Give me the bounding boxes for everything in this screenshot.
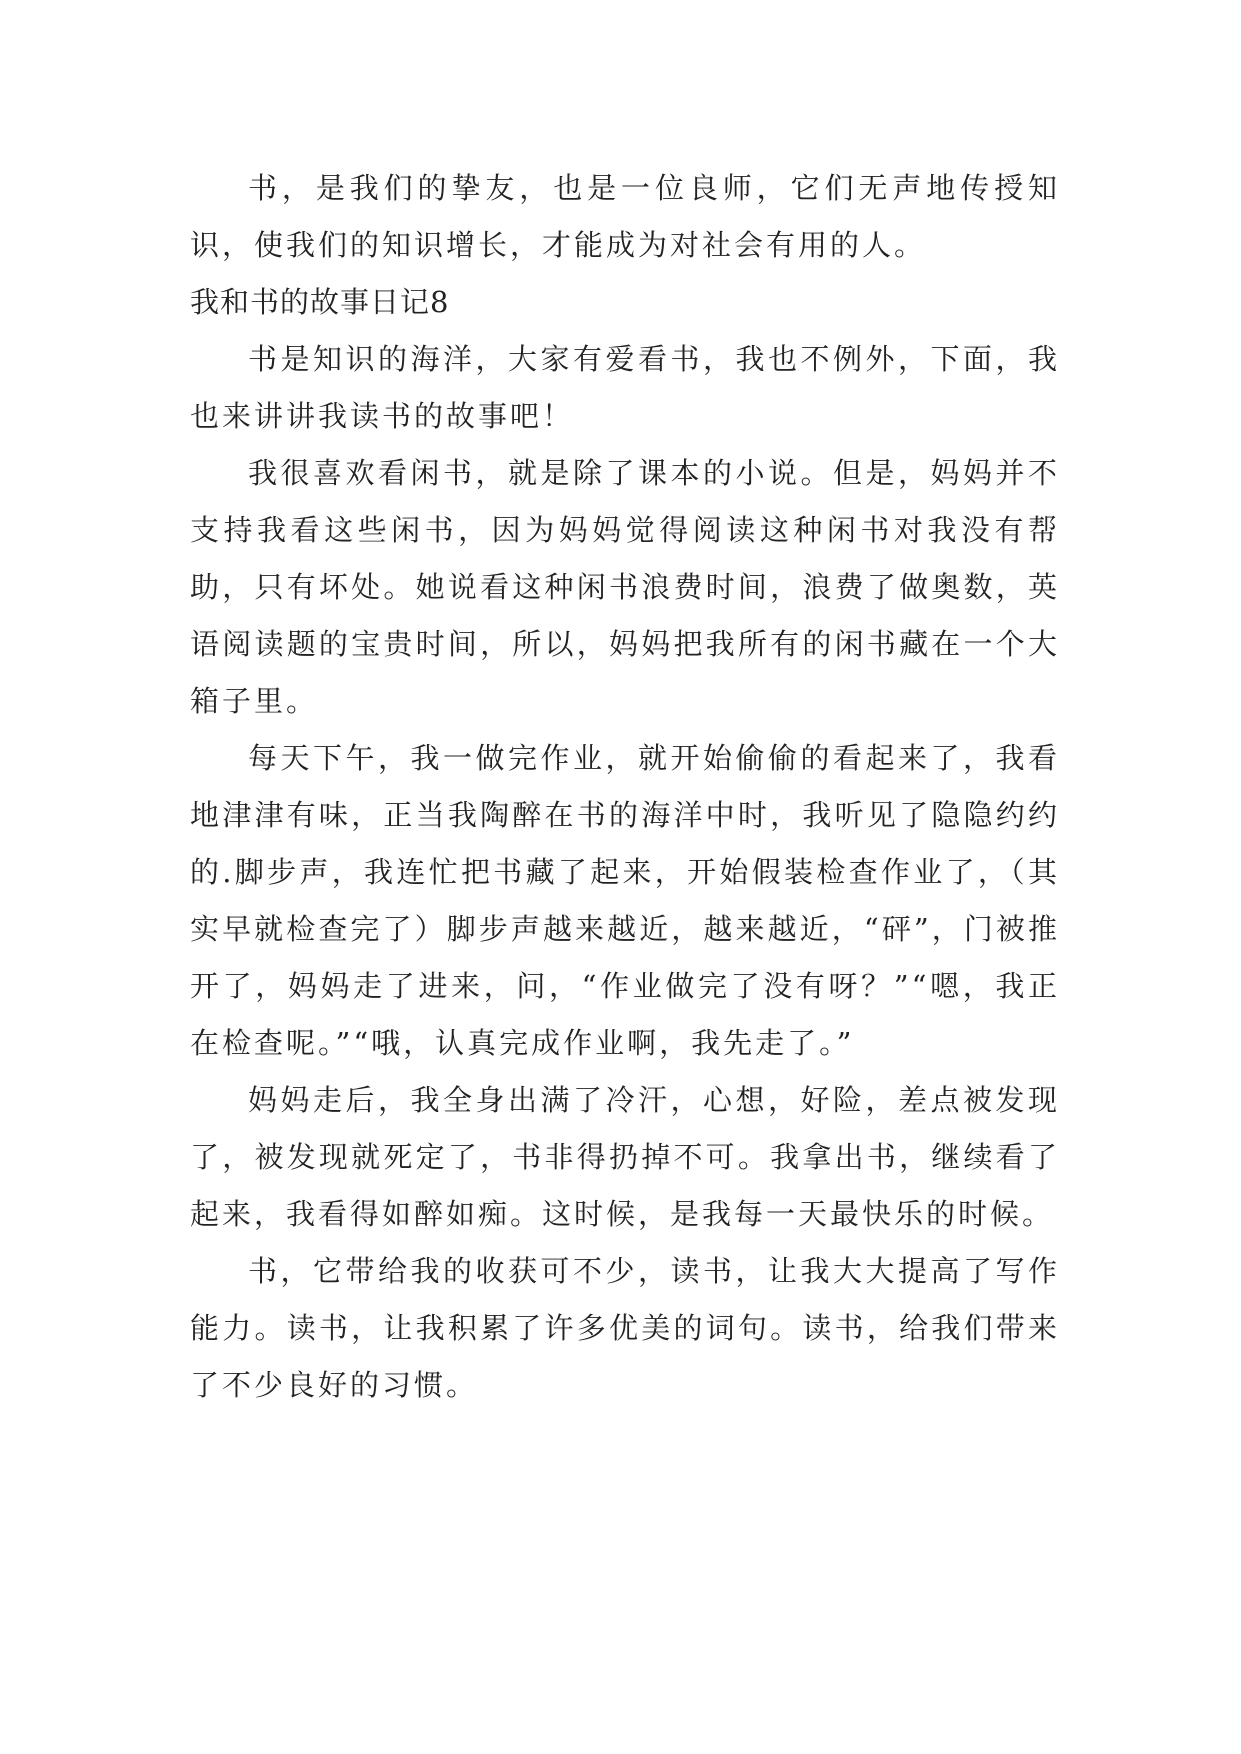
paragraph: 书，它带给我的收获可不少，读书，让我大大提高了写作能力。读书，让我积累了许多优美的词句。读书，给我们带来了不少良好的习惯。 [190, 1254, 1060, 1402]
document-body [190, 160, 1060, 1414]
paragraph: 妈妈走后，我全身出满了冷汗，心想，好险，差点被发现了，被发现就死定了，书非得扔掉不可。我拿出书，继续看了起来，我看得如醉如痴。这时候，是我每一天最快乐的时候。 [190, 1083, 1060, 1231]
paragraph: 我很喜欢看闲书，就是除了课本的小说。但是，妈妈并不支持我看这些闲书，因为妈妈觉得阅读这种闲书对我没有帮助，只有坏处。她说看这种闲书浪费时间，浪费了做奥数，英语阅读题的宝贵时间，所以，妈妈把我所有的闲书藏在一个大箱子里。 [190, 456, 1060, 718]
paragraph: 书是知识的海洋，大家有爱看书，我也不例外，下面，我也来讲讲我读书的故事吧！ [190, 342, 1060, 433]
lead-paragraph: 书，是我们的挚友，也是一位良师，它们无声地传授知识，使我们的知识增长，才能成为对社会有用的人。 [190, 171, 1060, 262]
paragraph: 每天下午，我一做完作业，就开始偷偷的看起来了，我看地津津有味，正当我陶醉在书的海洋中时，我听见了隐隐约约的.脚步声，我连忙把书藏了起来，开始假装检查作业了，（其实早就检查完了）脚步声越来越近，越来越近，“砰”，门被推开了，妈妈走了进来，问，“作业做完了没有呀？”“嗯，我正在检查呢。”“哦，认真完成作业啊，我先走了。” [190, 741, 1060, 1060]
section-title: 我和书的故事日记8 [190, 285, 450, 319]
